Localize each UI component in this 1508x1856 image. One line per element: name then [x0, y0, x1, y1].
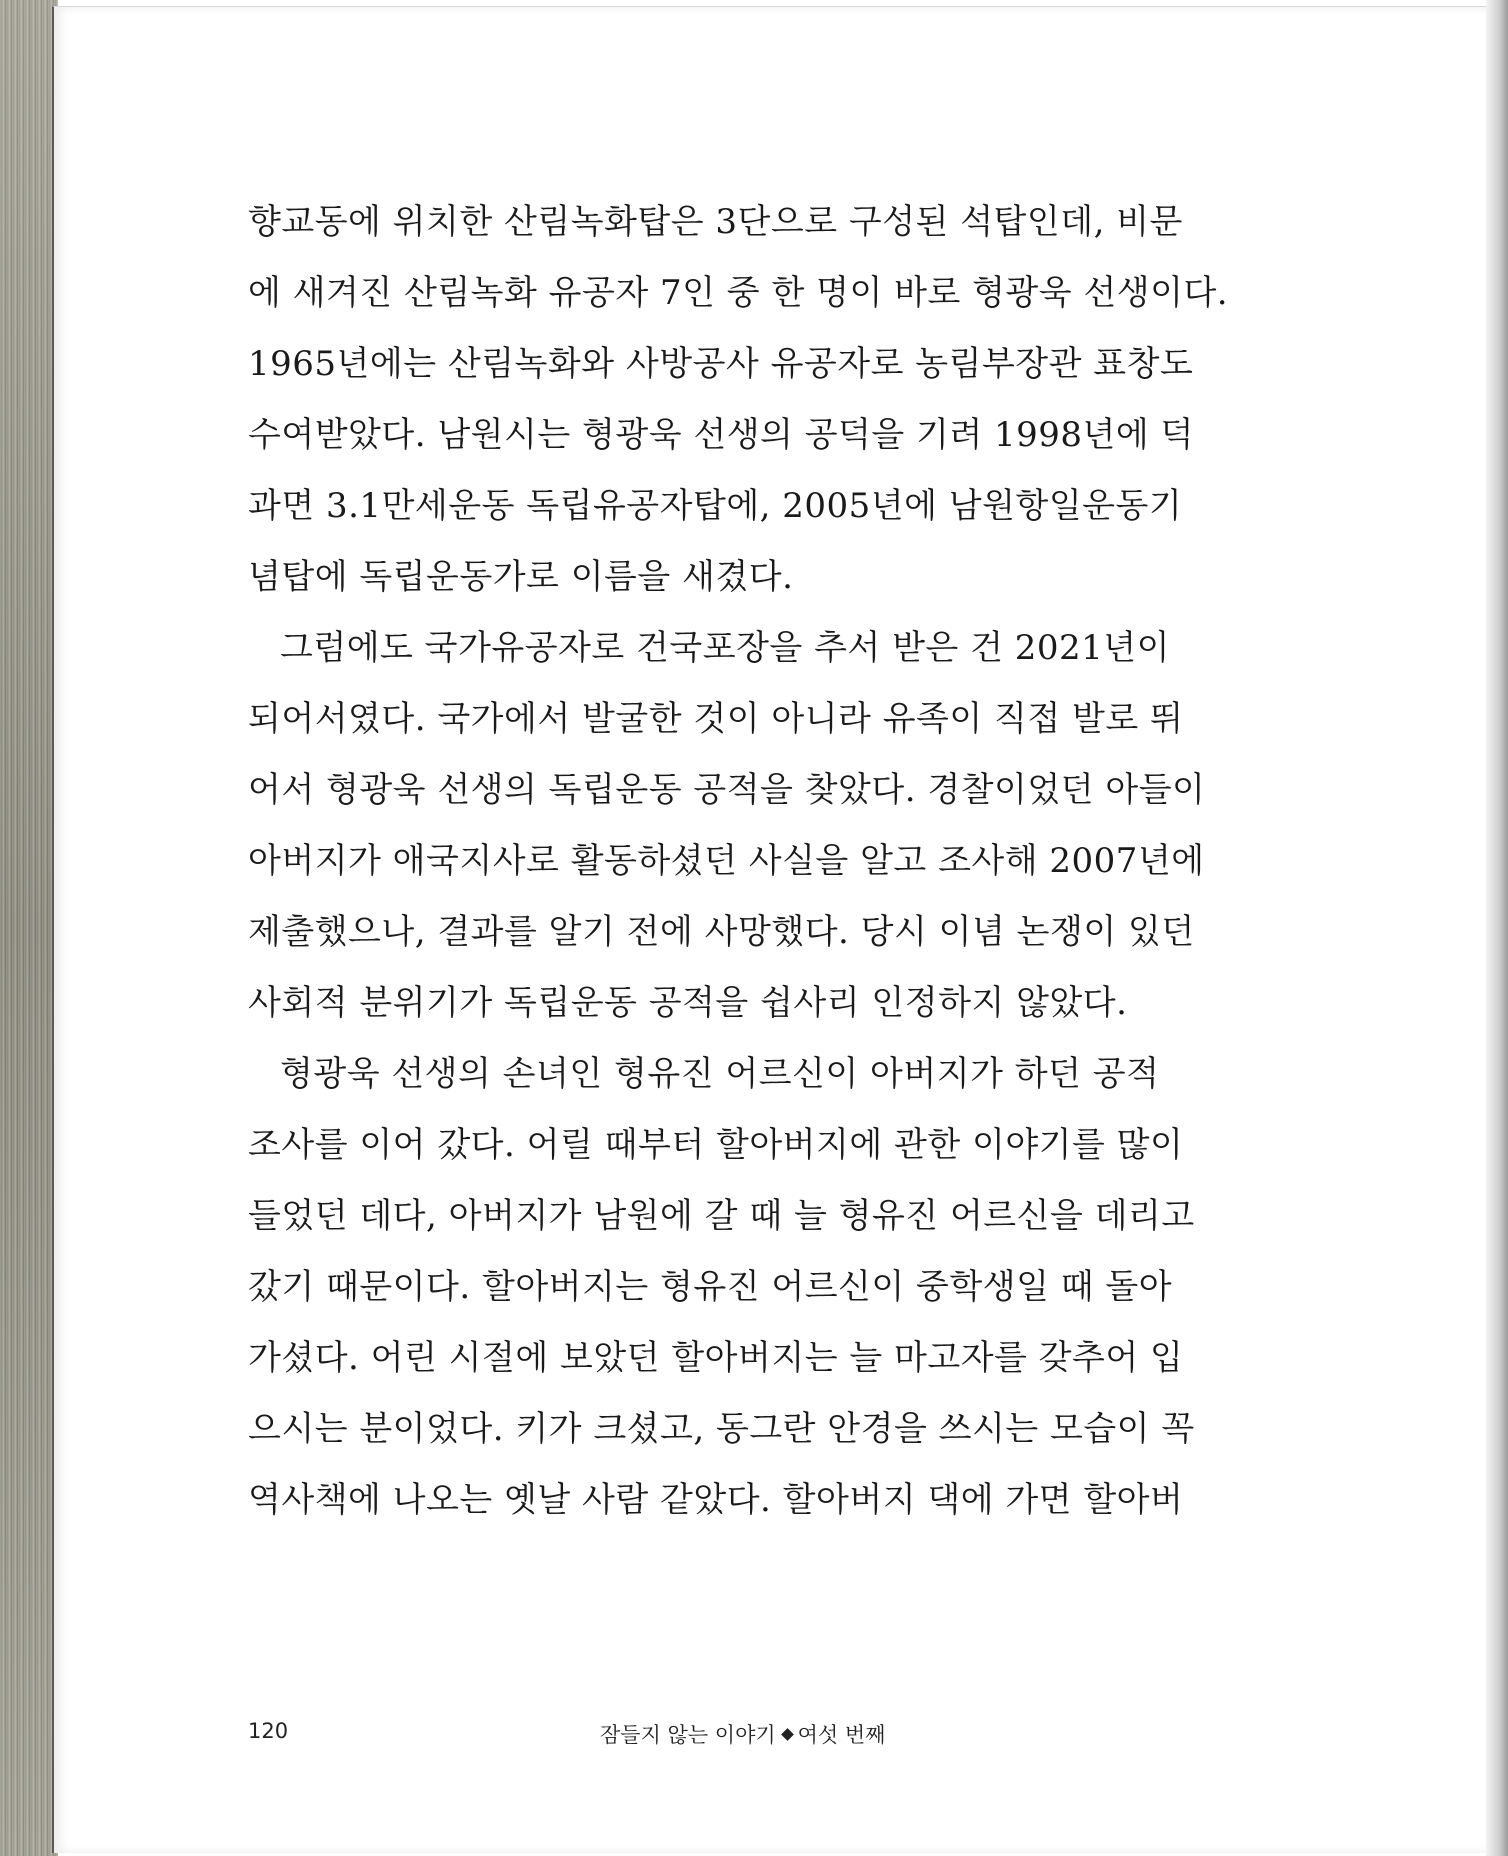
- page: [52, 6, 1486, 1853]
- text-line: 에 새겨진 산림녹화 유공자 7인 중 한 명이 바로 형광욱 선생이다.: [248, 273, 1229, 313]
- book-title: 잠들지 않는 이야기: [600, 1723, 776, 1747]
- text-line: 갔기 때문이다. 할아버지는 형유진 어르신이 중학생일 때 돌아: [248, 1267, 1173, 1307]
- text-line: 사회적 분위기가 독립운동 공적을 쉽사리 인정하지 않았다.: [248, 983, 1128, 1023]
- text-line: 역사책에 나오는 옛날 사람 같았다. 할아버지 댁에 가면 할아버: [248, 1480, 1184, 1520]
- text-line: 어서 형광욱 선생의 독립운동 공적을 찾았다. 경찰이었던 아들이: [248, 770, 1206, 810]
- text-line: 아버지가 애국지사로 활동하셨던 사실을 알고 조사해 2007년에: [248, 841, 1205, 881]
- paragraph-2: [248, 613, 1228, 1039]
- text-line: 들었던 데다, 아버지가 남원에 갈 때 늘 형유진 어르신을 데리고: [248, 1196, 1195, 1236]
- paragraph-3: [248, 1039, 1228, 1536]
- body-text: [248, 187, 1228, 1536]
- text-line: 가셨다. 어린 시절에 보았던 할아버지는 늘 마고자를 갖추어 입: [248, 1338, 1184, 1378]
- stacked-page-edges: [0, 0, 58, 1856]
- text-line: 으시는 분이었다. 키가 크셨고, 동그란 안경을 쓰시는 모습이 꼭: [248, 1409, 1195, 1449]
- text-line: 그럼에도 국가유공자로 건국포장을 추서 받은 건 2021년이: [280, 628, 1170, 668]
- text-line: 향교동에 위치한 산림녹화탑은 3단으로 구성된 석탑인데, 비문: [248, 202, 1183, 242]
- text-line: 조사를 이어 갔다. 어릴 때부터 할아버지에 관한 이야기를 많이: [248, 1125, 1184, 1165]
- right-page-edge: [1486, 0, 1508, 1856]
- text-line: 과면 3.1만세운동 독립유공자탑에, 2005년에 남원항일운동기: [248, 486, 1183, 526]
- volume-label: 여섯 번째: [797, 1723, 886, 1747]
- diamond-icon: [781, 1728, 794, 1741]
- running-title: [600, 1719, 885, 1749]
- text-line: 1965년에는 산림녹화와 사방공사 유공자로 농림부장관 표창도: [248, 344, 1194, 384]
- paragraph-1: [248, 187, 1228, 613]
- text-line: 형광욱 선생의 손녀인 형유진 어르신이 아버지가 하던 공적: [280, 1054, 1160, 1094]
- text-line: 제출했으나, 결과를 알기 전에 사망했다. 당시 이념 논쟁이 있던: [248, 912, 1195, 952]
- text-line: 수여받았다. 남원시는 형광욱 선생의 공덕을 기려 1998년에 덕: [248, 415, 1194, 455]
- page-number: 120: [248, 1719, 289, 1743]
- page-footer: [248, 1719, 1348, 1759]
- text-line: 되어서였다. 국가에서 발굴한 것이 아니라 유족이 직접 발로 뛰: [248, 699, 1184, 739]
- text-line: 념탑에 독립운동가로 이름을 새겼다.: [248, 557, 794, 597]
